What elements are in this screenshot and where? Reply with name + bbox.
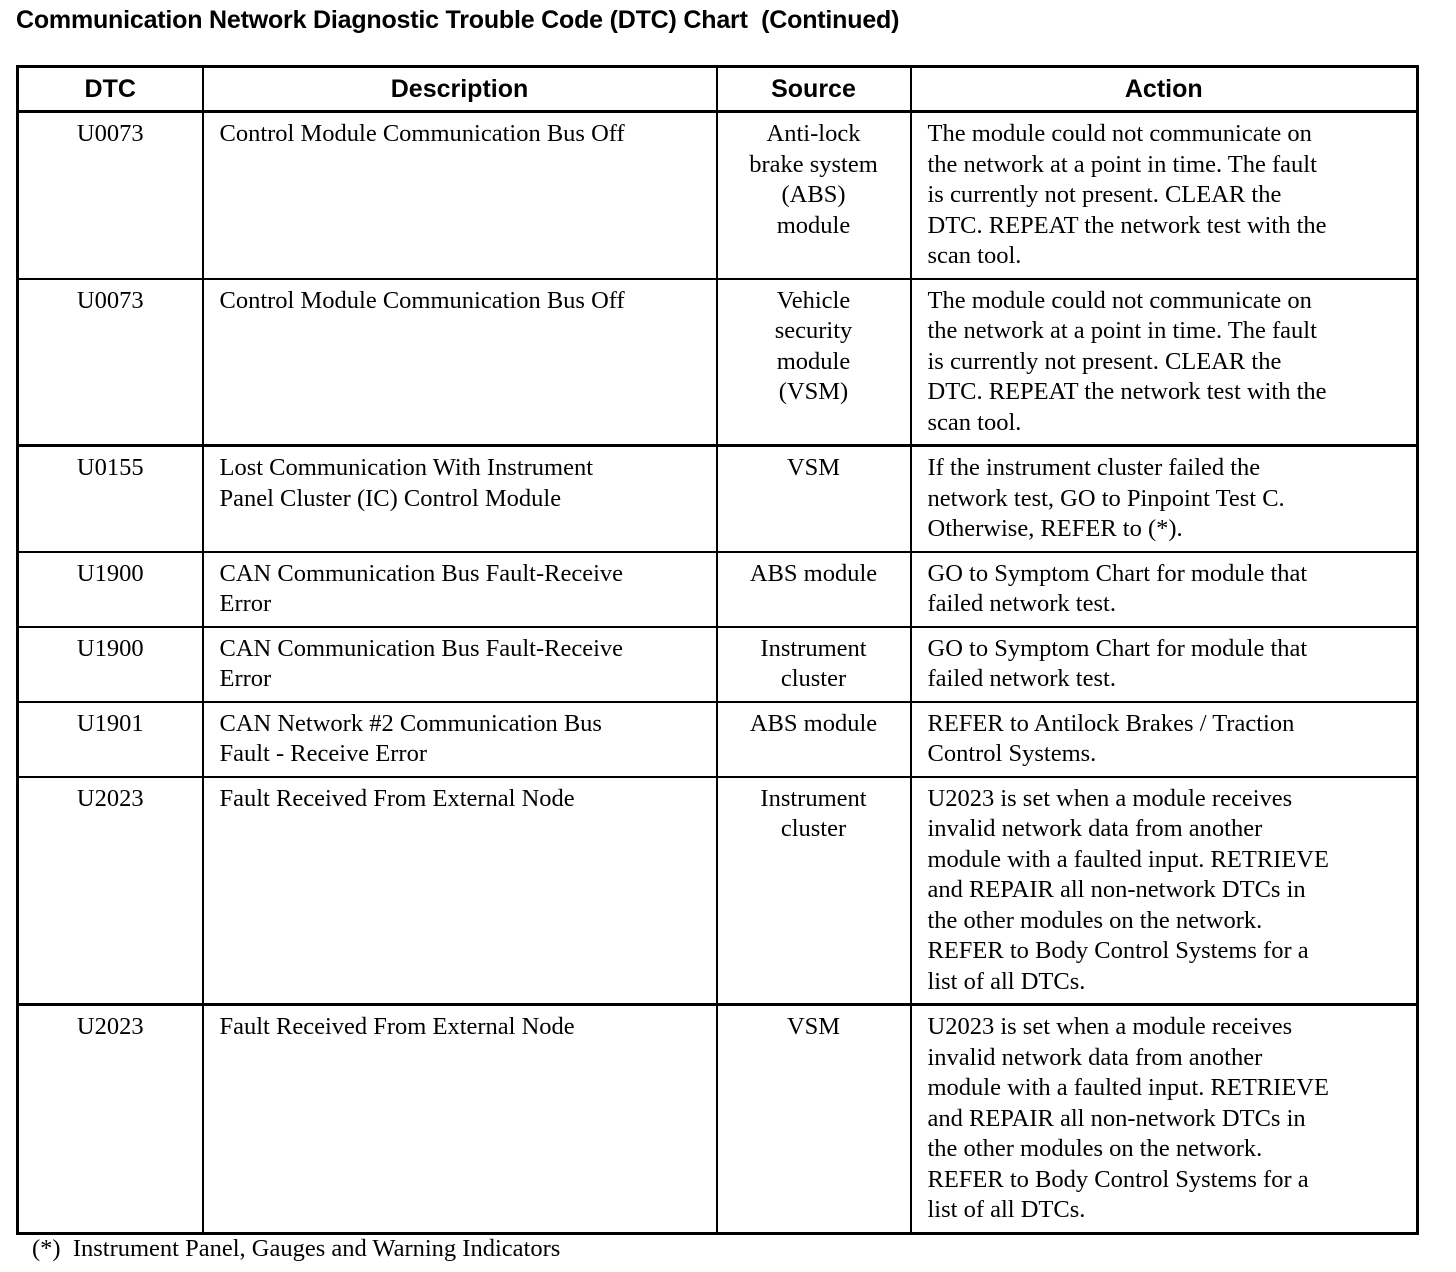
dtc-description: CAN Communication Bus Fault-Receive Error <box>203 627 717 702</box>
table-row <box>18 777 1418 1005</box>
footnote: (*) Instrument Panel, Gauges and Warning Indicators <box>32 1235 561 1262</box>
dtc-description: CAN Communication Bus Fault-Receive Error <box>203 552 717 627</box>
dtc-code: U1901 <box>18 702 203 777</box>
dtc-source: Instrument cluster <box>717 627 911 702</box>
dtc-action: The module could not communicate on the network at a point in time. The fault is currently not present. CLEAR the DTC. REPEAT the network test with the scan tool. <box>911 112 1418 279</box>
dtc-table <box>16 65 1419 1235</box>
dtc-description: Control Module Communication Bus Off <box>203 279 717 446</box>
dtc-description: Fault Received From External Node <box>203 777 717 1005</box>
dtc-code: U0073 <box>18 112 203 279</box>
dtc-description: CAN Network #2 Communication Bus Fault - Receive Error <box>203 702 717 777</box>
dtc-action: If the instrument cluster failed the network test, GO to Pinpoint Test C. Otherwise, REFER to (*). <box>911 446 1418 552</box>
dtc-description: Control Module Communication Bus Off <box>203 112 717 279</box>
dtc-action: REFER to Antilock Brakes / Traction Control Systems. <box>911 702 1418 777</box>
dtc-action: GO to Symptom Chart for module that failed network test. <box>911 552 1418 627</box>
table-row <box>18 627 1418 702</box>
dtc-code: U1900 <box>18 552 203 627</box>
table-row <box>18 702 1418 777</box>
dtc-code: U2023 <box>18 1005 203 1234</box>
dtc-source: VSM <box>717 1005 911 1234</box>
dtc-action: U2023 is set when a module receives invalid network data from another module with a faulted input. RETRIEVE and REPAIR all non-network DTCs in the other modules on the network. REFER to Body Control Systems for a list of all DTCs. <box>911 1005 1418 1234</box>
header-action: Action <box>911 67 1418 112</box>
dtc-code: U1900 <box>18 627 203 702</box>
header-description: Description <box>203 67 717 112</box>
dtc-source: ABS module <box>717 702 911 777</box>
table-header-row <box>18 67 1418 112</box>
dtc-code: U2023 <box>18 777 203 1005</box>
dtc-description: Fault Received From External Node <box>203 1005 717 1234</box>
dtc-source: Instrument cluster <box>717 777 911 1005</box>
dtc-description: Lost Communication With Instrument Panel Cluster (IC) Control Module <box>203 446 717 552</box>
dtc-code: U0073 <box>18 279 203 446</box>
dtc-source: ABS module <box>717 552 911 627</box>
dtc-source: VSM <box>717 446 911 552</box>
dtc-source: Anti-lock brake system (ABS) module <box>717 112 911 279</box>
table-row <box>18 112 1418 279</box>
table-row <box>18 552 1418 627</box>
dtc-action: The module could not communicate on the network at a point in time. The fault is currently not present. CLEAR the DTC. REPEAT the network test with the scan tool. <box>911 279 1418 446</box>
page-title: Communication Network Diagnostic Trouble Code (DTC) Chart (Continued) <box>16 6 900 34</box>
header-dtc: DTC <box>18 67 203 112</box>
header-source: Source <box>717 67 911 112</box>
dtc-action: U2023 is set when a module receives invalid network data from another module with a faulted input. RETRIEVE and REPAIR all non-network DTCs in the other modules on the network. REFER to Body Control Systems for a list of all DTCs. <box>911 777 1418 1005</box>
dtc-source: Vehicle security module (VSM) <box>717 279 911 446</box>
table-row <box>18 446 1418 552</box>
table-row <box>18 279 1418 446</box>
dtc-code: U0155 <box>18 446 203 552</box>
dtc-action: GO to Symptom Chart for module that failed network test. <box>911 627 1418 702</box>
table-row <box>18 1005 1418 1234</box>
